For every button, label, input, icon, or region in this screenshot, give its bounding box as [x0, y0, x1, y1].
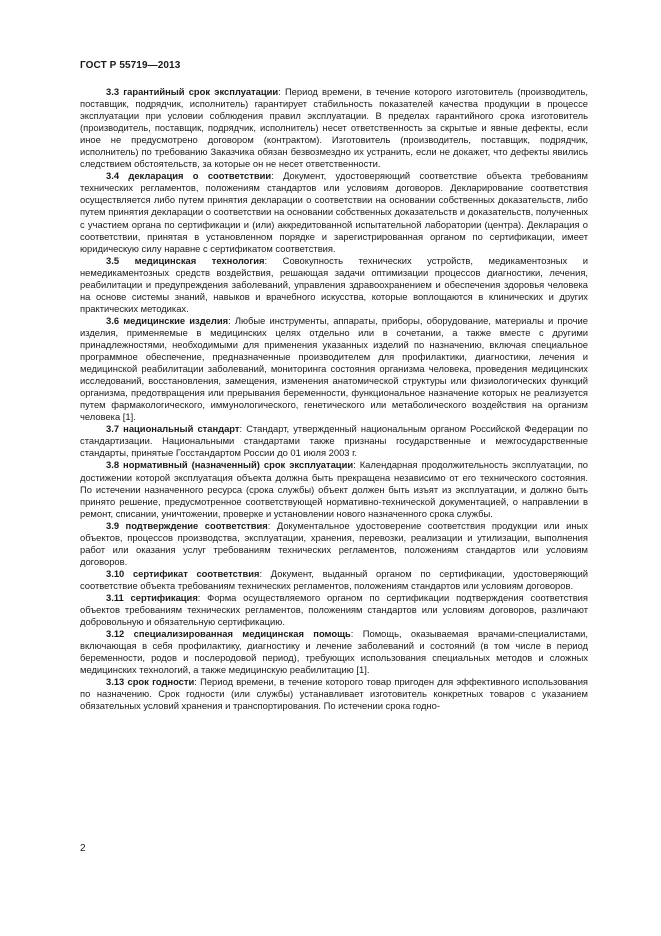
section-number: 3.11 [106, 591, 124, 603]
section-number: 3.9 [106, 519, 120, 531]
section-number: 3.7 [106, 423, 120, 435]
definition: : Любые инструменты, аппараты, приборы, оборудование, материалы и прочие изделия, применяемые в медицинских целях отдельно или в сочетании, а также вместе с другими принадлежностями, необходимыми для применения указанных изделий по назначению, включая специальное программное обеспечение, предназначенные производителем для профилактики, диагностики, лечения и медицинской реабилитации заболеваний, мониторинга состояния организма человека, проведения медицинских исследований, восстановления, замещения, изменения анатомической структуры или физиологических функций организма, предотвращения или прерывания беременности, функциональное назначение которых не реализуется путем фармакологического, иммунологического, генетического или метаболического воздействия на организм человека [1]. [80, 314, 588, 423]
section-3-10 [80, 568, 588, 592]
term: гарантийный срок эксплуатации [123, 86, 279, 97]
definition: : Стандарт, утвержденный национальным органом Российской Федерации по стандартизации. Национальными стандартами также признаны государственные и межгосударственные стандарты, принятые Госстандартом России до 01 июля 2003 г. [80, 423, 588, 459]
term: подтверждение соответствия [125, 519, 268, 531]
section-number: 3.12 [106, 628, 125, 640]
document-body [80, 86, 588, 712]
term: медицинские изделия [123, 314, 229, 326]
definition: : Помощь, оказываемая врачами-специалистами, включающая в себя профилактику, диагностику и лечение заболеваний и состояний (в том числе в период беременности, родов и послеродовой период), требующих использования специальных методов и сложных медицинских технологий, а также медицинскую реабилитацию [1]. [80, 628, 588, 676]
section-number: 3.4 [106, 170, 120, 182]
term: медицинская технология [134, 254, 265, 266]
section-3-4 [80, 170, 588, 254]
section-3-9 [80, 520, 588, 568]
section-number: 3.13 [106, 676, 125, 688]
definition: : Документ, удостоверяющий соответствие объекта требованиям технических регламентов, положениям стандартов или условиям договоров. Декларирование соответствия осуществляется либо путем принятия декларации о соответствии на основании собственных доказательств, либо путем принятия декларации о соответствии на основании собственных доказательств и доказательств, полученных с участием органа по сертификации и (или) аккредитованной испытательной лаборатории (центра). Декларация о соответствии, принятая в установленном порядке и зарегистрированная органом по сертификации, имеет юридическую силу наравне с сертификатом соответствия. [80, 170, 588, 254]
definition: : Документальное удостоверение соответствия продукции или иных объектов, процессов производства, эксплуатации, хранения, перевозки, реализации и утилизации, выполнения работ или оказания услуг требованиям технических регламентов, положениям стандартов или условиям договоров. [80, 519, 588, 567]
definition: : Календарная продолжительность эксплуатации, по достижении которой эксплуатация объекта должна быть прекращена независимо от его технического состояния. По истечении назначенного ресурса (срока службы) объект должен быть изъят из эксплуатации, и должно быть принято решение, предусмотренное соответствующей нормативно-технической документацией, о направлении в ремонт, списании, уничтожении, проверке и установлении нового назначенного срока службы. [80, 459, 589, 519]
definition: : Период времени, в течение которого изготовитель (производитель, поставщик, подрядчик, исполнитель) гарантирует стабильность показателей качества продукции в процессе эксплуатации при условии соблюдения правил эксплуатации. В пределах гарантийного срока изготовитель (производитель, поставщик, подрядчик, исполнитель) несет ответственность за скрытые и явные дефекты, если иное не предусмотрено договором (контрактом). Изготовитель (производитель, поставщик, подрядчик, исполнитель) по требованию Заказчика обязан безвозмездно их устранить, если не докажет, что дефекты явились следствием обстоятельств, за которые он не несет ответственности. [80, 86, 588, 170]
definition: : Документ, выданный органом по сертификации, удостоверяющий соответствие объекта требованиям технических регламентов, положениям стандартов или условиям договоров. [80, 567, 588, 591]
term: национальный стандарт [123, 423, 240, 435]
section-3-8 [80, 459, 588, 519]
section-number: 3.5 [106, 254, 120, 266]
section-number: 3.6 [106, 314, 120, 326]
term: нормативный (назначенный) срок эксплуатации [123, 459, 354, 471]
term: срок годности [127, 676, 195, 688]
section-3-12 [80, 628, 588, 676]
term: сертификат соответствия [132, 567, 260, 579]
definition: : Форма осуществляемого органом по сертификации подтверждения соответствия объектов требованиям технических регламентов, положениям стандартов или условиям договоров, различают добровольную и обязательную сертификацию. [80, 591, 588, 628]
section-number: 3.8 [106, 459, 120, 471]
section-3-3 [80, 86, 588, 170]
section-3-6 [80, 315, 588, 423]
section-number: 3.3 [106, 86, 120, 97]
definition: : Совокупность технических устройств, медикаментозных и немедикаментозных средств воздействия, решающая задачи оптимизации процессов диагностики, лечения, реабилитации и предупреждения заболеваний, управления здравоохранением и обеспечения здоровья человека на основе системы знаний, навыков и врачебного искусства, которые воплощаются в клинических и других практических методиках. [80, 254, 588, 314]
document-header: ГОСТ Р 55719—2013 [80, 60, 181, 71]
section-number: 3.10 [106, 567, 125, 579]
page-number: 2 [80, 843, 86, 854]
definition: : Период времени, в течение которого товар пригоден для эффективного использования по назначению. Срок годности (или службы) устанавливает изготовитель конкретных товаров с указанием обязательных условий хранения и транспортирования. По истечении срока годно- [80, 676, 589, 712]
section-3-13 [80, 676, 588, 712]
term: декларация о соответствии [128, 170, 272, 182]
term: сертификация [130, 591, 198, 603]
section-3-5 [80, 255, 588, 315]
section-3-11 [80, 592, 588, 628]
section-3-7 [80, 423, 588, 459]
term: специализированная медицинская помощь [133, 628, 351, 640]
